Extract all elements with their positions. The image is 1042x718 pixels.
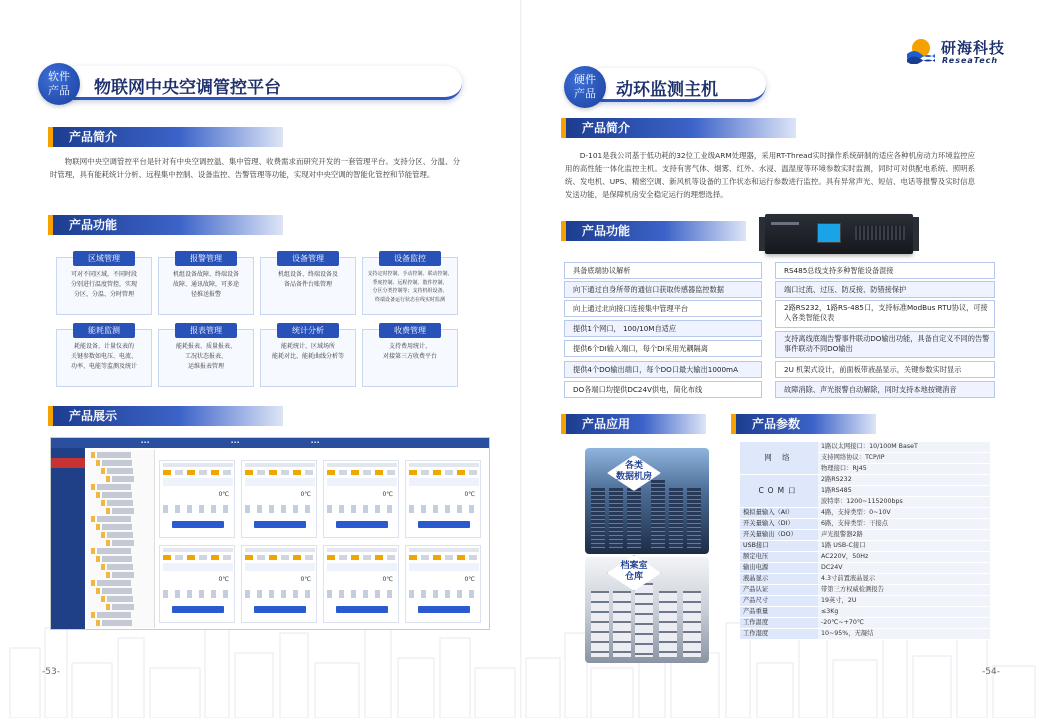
function-card-title: 收费管理 — [379, 323, 441, 338]
function-card-line: 径推送报警 — [190, 291, 221, 298]
params-row — [740, 574, 990, 585]
params-group-key: COM口 — [740, 475, 818, 508]
params-row — [740, 442, 990, 453]
function-item: 2路RS232，1路RS-485口，支持标准ModBus RTU协议，可接入各类智能仪表 — [775, 300, 995, 328]
params-row — [740, 596, 990, 607]
section-header-functions: 产品功能 — [53, 215, 283, 235]
params-row — [740, 475, 990, 486]
params-value: AC220V，50Hz — [818, 552, 990, 563]
params-key: 工作温度 — [740, 618, 818, 629]
function-card-title: 区域管理 — [73, 251, 135, 266]
params-value: 19英寸，2U — [818, 596, 990, 607]
app-grid — [159, 460, 489, 628]
function-item: DO各端口均提供DC24V供电，简化布线 — [564, 381, 762, 398]
function-card-line: 对接第三方收费平台 — [382, 353, 437, 360]
params-value: 1路以太网接口：10/100M BaseT — [818, 442, 990, 453]
params-value: DC24V — [818, 563, 990, 574]
category-badge-right: 硬件 产品 — [564, 66, 606, 108]
function-item: 2U 机架式设计，前面板带液晶显示，关键参数实时显示 — [775, 361, 995, 378]
ac-unit-card[interactable] — [405, 545, 481, 623]
function-card-line: 耗能设备、计量仪表的 — [73, 343, 134, 350]
intro-paragraph: 物联网中央空调管控平台是针对有中央空调控温、集中管理、收费需求而研究开发的一套管理平台。支持分区、分温、分时管理，具有能耗统计分析、远程集中控制、设备监控、告警管理等功能，实现对中央空调的智能化管控和节能管理。 — [50, 157, 460, 179]
function-card-line: 关键参数如电压、电流、 — [70, 353, 137, 360]
function-item: 向上通过北向接口连接集中管理平台 — [564, 300, 762, 317]
params-value: 波特率：1200~115200bps — [818, 497, 990, 508]
logo-text-en: ReseaTech — [942, 56, 999, 65]
function-card-line: 能耗统计、区域场所 — [280, 343, 335, 350]
function-card-title: 报警管理 — [175, 251, 237, 266]
params-value: 支持网络协议：TCP/IP — [818, 453, 990, 464]
function-card-line: 备品备件台账管理 — [283, 281, 332, 288]
params-key: 液晶显示 — [740, 574, 818, 585]
params-key: 产品尺寸 — [740, 596, 818, 607]
monitoring-host-device — [765, 214, 913, 254]
ac-temperature: 0℃ — [382, 491, 393, 498]
params-value: 物理接口：RJ45 — [818, 464, 990, 475]
params-key: 产品重量 — [740, 607, 818, 618]
ac-temperature: 0℃ — [382, 576, 393, 583]
params-value: 10~95%，无凝结 — [818, 629, 990, 640]
function-card-body — [265, 270, 351, 290]
params-value: 1路RS485 — [818, 486, 990, 497]
app-sidebar — [51, 448, 85, 630]
params-row — [740, 541, 990, 552]
ac-unit-card[interactable] — [323, 460, 399, 538]
logo-text-cn: 研海科技 — [941, 39, 1006, 57]
params-group-key: 网 络 — [740, 442, 818, 475]
function-card-line: 分区分类控制等；支持机组设备、 — [372, 288, 448, 294]
function-card-title: 设备监控 — [379, 251, 441, 266]
function-item: 提供6个DI输入端口，每个DI采用光耦隔离 — [564, 340, 762, 357]
function-card-line: 能耗报表、质量报表、 — [175, 343, 236, 350]
ac-temperature: 0℃ — [464, 491, 475, 498]
params-key: 工作湿度 — [740, 629, 818, 640]
function-card — [260, 326, 356, 387]
function-card-body — [61, 342, 147, 372]
ac-unit-card[interactable] — [159, 545, 235, 623]
section-header-functions-right: 产品功能 — [566, 221, 746, 241]
ac-temperature: 0℃ — [300, 491, 311, 498]
company-logo-icon — [905, 36, 937, 64]
function-card — [56, 326, 152, 387]
ac-temperature: 0℃ — [464, 576, 475, 583]
function-card-title: 设备管理 — [277, 251, 339, 266]
params-row — [740, 585, 990, 596]
params-row — [740, 508, 990, 519]
function-card-title: 统计分析 — [277, 323, 339, 338]
params-value: 2路RS232 — [818, 475, 990, 486]
function-card-line: 运维报表管理 — [187, 363, 224, 370]
params-row — [740, 552, 990, 563]
function-card-body — [163, 270, 249, 300]
function-card — [362, 326, 458, 387]
section-header-intro-right: 产品简介 — [566, 118, 796, 138]
params-key: 输出电源 — [740, 563, 818, 574]
function-card-line: 终端设备运行状态在线实时监测 — [374, 296, 445, 303]
ac-temperature: 0℃ — [218, 576, 229, 583]
ac-temperature: 0℃ — [300, 576, 311, 583]
params-row — [740, 530, 990, 541]
params-key: USB接口 — [740, 541, 818, 552]
function-card-line: 支持费用统计、 — [388, 343, 431, 350]
app-topbar: ▪ ▪ ▪ ▪ ▪ ▪ ▪ ▪ ▪ — [51, 438, 490, 448]
params-key: 额定电压 — [740, 552, 818, 563]
params-row — [740, 563, 990, 574]
params-key: 开关量输入（DI） — [740, 519, 818, 530]
params-row — [740, 519, 990, 530]
params-key: 开关量输出（DO） — [740, 530, 818, 541]
function-card-body — [163, 342, 249, 372]
device-lcd-screen — [817, 223, 841, 243]
ac-unit-card[interactable] — [405, 460, 481, 538]
function-card-line: 分区、分温、分时管理 — [73, 291, 134, 298]
function-card-line: 机组设备、终端设备及 — [277, 271, 338, 278]
params-row — [740, 607, 990, 618]
function-item: 故障消除、声光报警自动解除，同时支持本地按键消音 — [775, 381, 995, 398]
section-header-display: 产品展示 — [53, 406, 283, 426]
params-value: 4.3寸前置液晶显示 — [818, 574, 990, 585]
function-card-line: 支持定时控制、手动控制、联动控制、 — [367, 271, 453, 277]
page-number: -53- — [42, 667, 60, 677]
function-card — [362, 254, 458, 315]
function-card-line: 工况状态报表、 — [184, 353, 227, 360]
params-value: 1路 USB-C接口 — [818, 541, 990, 552]
function-card — [158, 254, 254, 315]
params-key: 产品认证 — [740, 585, 818, 596]
function-card-body — [367, 342, 453, 362]
function-item: 提供4个DO输出端口，每个DO口最大输出1000mA — [564, 361, 762, 378]
application-label-1: 各类 数据机房 — [615, 461, 652, 482]
ac-unit-card[interactable] — [241, 460, 317, 538]
page-title: 物联网中央空调管控平台 — [94, 78, 281, 98]
page-number-right: -54- — [982, 667, 1000, 677]
app-tree — [87, 450, 155, 628]
params-row — [740, 618, 990, 629]
ac-unit-card[interactable] — [323, 545, 399, 623]
section-header-params: 产品参数 — [736, 414, 876, 434]
page-title-right: 动环监测主机 — [616, 80, 718, 100]
function-card — [158, 326, 254, 387]
function-card-body — [265, 342, 351, 362]
params-value: 带第三方权威检测报告 — [818, 585, 990, 596]
params-row — [740, 629, 990, 640]
function-card — [260, 254, 356, 315]
ac-temperature: 0℃ — [218, 491, 229, 498]
function-card-line: 可对不同区域，不同时段 — [70, 271, 137, 278]
function-card-line: 故障、通讯故障，可多途 — [172, 281, 239, 288]
function-card — [56, 254, 152, 315]
params-table — [740, 442, 990, 640]
function-item: 向下通过自身所带的通信口获取传感器监控数据 — [564, 281, 762, 298]
section-header-application: 产品应用 — [566, 414, 706, 434]
ac-unit-card[interactable] — [241, 545, 317, 623]
params-value: -20℃~+70℃ — [818, 618, 990, 629]
function-card-line: 季度控制、远程控制、散件控制、 — [372, 279, 448, 286]
function-item: RS485总线支持多种智能设备混接 — [775, 262, 995, 279]
application-label-2: 档案室 仓库 — [620, 561, 648, 582]
category-badge: 软件 产品 — [38, 63, 80, 105]
section-header-intro: 产品简介 — [53, 127, 283, 147]
function-card-body — [367, 270, 453, 304]
ac-unit-card[interactable] — [159, 460, 235, 538]
function-item: 具备底端协议解析 — [564, 262, 762, 279]
function-card-title: 报表管理 — [175, 323, 237, 338]
params-value: 6路，支持类型：干接点 — [818, 519, 990, 530]
params-key: 模拟量输入（AI） — [740, 508, 818, 519]
function-item: 提供1个网口， 100/10M自适应 — [564, 320, 762, 337]
function-card-line: 机组设备故障、终端设备 — [172, 271, 239, 278]
params-value: 声光报警器2路 — [818, 530, 990, 541]
function-card-title: 能耗监测 — [73, 323, 135, 338]
function-item: 端口过流、过压、防反接、防错接保护 — [775, 281, 995, 298]
app-screenshot — [50, 437, 490, 630]
params-value: ≤3Kg — [818, 607, 990, 618]
intro-paragraph-right: D-101是我公司基于低功耗的32位工业级ARM处理器，采用RT-Thread实时操作系统研制的适应各种机房动力环境监控应用的高性能一体化监控主机。支持有害气体、烟雾、红外、水浸、温湿度等环境参数实时监测，同时可对供配电系统、照明系统、发电机、UPS、精密空调、新风机等设备的工作状态和运行参数进行监控。具有异常声光、短信、电话等报警及实时信息发送功能，是保障机房安全稳定运行的理想选择。 — [565, 151, 975, 199]
function-item: 支持离线底端告警事件联动DO输出功能，具备自定义不同的告警事件联动不同DO输出 — [775, 331, 995, 358]
params-value: 4路，支持类型：0~10V — [818, 508, 990, 519]
function-card-line: 功率、电能等监测及统计 — [70, 363, 137, 370]
function-card-line: 能耗对比、能耗曲线分析等 — [271, 353, 344, 360]
function-card-body — [61, 270, 147, 300]
function-card-line: 分别进行温度管控，实现 — [70, 281, 137, 288]
